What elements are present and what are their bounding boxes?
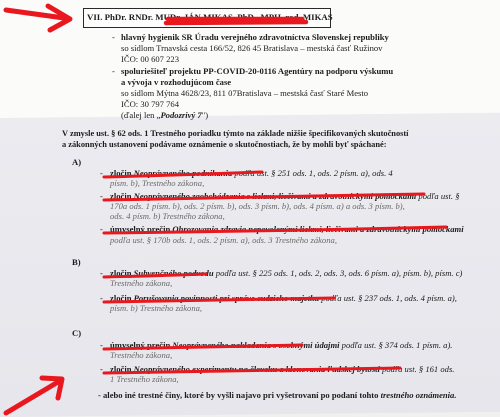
bullet-dash: - [100,268,103,278]
offense-a2-line1: zločin Neoprávneného zaobchádzania s liekmi, liečivami a zdravotníckymi pomôckami podľa ust. § [110,191,460,201]
bullet-dash: - [112,66,115,76]
offense-b1-line2: Trestného zákona, [110,278,173,288]
offense-a1-line2: písm. b), Trestného zákona, [110,178,205,188]
redaction-scribble [166,19,306,23]
intro-line-2: a zákonných ustanovení podávame oznámenie o skutočnostiach, že by mohli byť spáchané: [62,140,387,149]
bullet-dash: - [100,191,103,201]
bullet-dash: - [100,224,103,234]
ico-1: IČO: 00 607 223 [121,54,180,64]
offense-b1-line1: zločin Subvenčného podvodu podľa ust. § 225 ods. 1, ods. 2, ods. 3, ods. 6 písm. a), písm. b), písm. c) [110,268,463,278]
alias-prefix: (ďalej len „ [121,110,161,120]
underline-b1 [104,274,206,277]
offense-a2-line3: ods. 4 písm. b) Trestného zákona, [110,211,225,221]
underline-a3 [104,227,446,233]
bullet-dash: - [100,168,103,178]
intro-line-1: V zmysle ust. § 62 ods. 1 Trestného poriadku týmto na základe nižšie špecifikovaných skutočností [62,129,409,138]
section-label-a: A) [72,157,82,167]
bullet-dash: - [112,32,115,42]
section-label-c: C) [72,328,82,338]
underline-a1 [104,172,262,177]
ico-2: IČO: 30 797 764 [121,99,180,109]
bullet-dash: - [100,364,103,374]
underline-b2 [104,298,334,302]
offense-c1-line1: úmyselný prečin Neoprávneného nakladania s osobnými údajmi podľa ust. § 374 ods. 1 písm. a). [110,340,453,350]
offense-a3-line2: podľa ust. § 170b ods. 1, ods. 2 písm. a), ods. 3 Trestného zákona, [110,235,337,245]
offense-a1-line1: zločin Neoprávneného podnikania podľa ust. § 251 ods. 1, ods. 2 písm. a), ods. 4 [110,168,393,178]
bullet-dash: - [100,340,103,350]
alias-name: Podozrivý 7 [160,110,202,120]
alias-suffix: ") [201,110,209,120]
underline-c2 [104,368,400,373]
offense-b2-line2: písm. b) Trestného zákona, [110,303,203,313]
offense-c2-line1: zločin Neoprávneného experimentu na človeku a klonovania ľudskej bytosti podľa ust. § 161 ods. [110,364,455,374]
role-coinvestigator-line2: a vývoja v rozhodujúcom čase [121,77,232,87]
role-chief-hygienist: hlavný hygienik SR Úradu verejného zdravotníctva Slovenskej republiky [121,32,389,42]
offense-a2-line2: 170a ods. 1 písm. b), ods. 2 písm. b), ods. 3 písm. b), ods. 4 písm. a) a ods. 3 písm. b), [110,201,405,211]
offense-b2-line1: zločin Porušovania povinnosti pri správe cudzieho majetku podľa ust. § 237 ods. 1, ods. 4 písm. a), [110,293,457,303]
offense-c2-line2: 1 Trestného zákona, [110,374,179,384]
underline-c1 [104,345,302,349]
bullet-dash: - [100,293,103,303]
offense-a3-line1: úmyselný prečin Ohrozovania zdravia nepovolenými liekmi, liečivami a zdravotníckymi pomôckami [110,224,464,234]
closing-line: - alebo iné trestné činy, ktoré by vyšli najavo pri vyšetrovaní po podaní tohto trestného oznámenia. [98,390,457,400]
underline-a2 [104,194,424,200]
offense-c1-line2: Trestného zákona, [110,350,173,360]
suspect-name-line: VII. PhDr. RNDr. MUDr. JÁN MIKAS, PhD., MPH, rod. MIKAS [87,12,333,22]
address-1: so sídlom Trnavská cesta 166/52, 826 45 Bratislava – mestská časť Ružinov [121,43,383,53]
section-label-b: B) [72,257,81,267]
address-2: so sídlom Mýtna 4628/23, 811 07Bratislava – mestská časť Staré Mesto [121,88,369,98]
role-coinvestigator-line1: spoluriešiteľ projektu PP-COVID-20-0116 Agentúry na podporu výskumu [121,66,394,76]
red-arrow-icon [6,382,58,413]
